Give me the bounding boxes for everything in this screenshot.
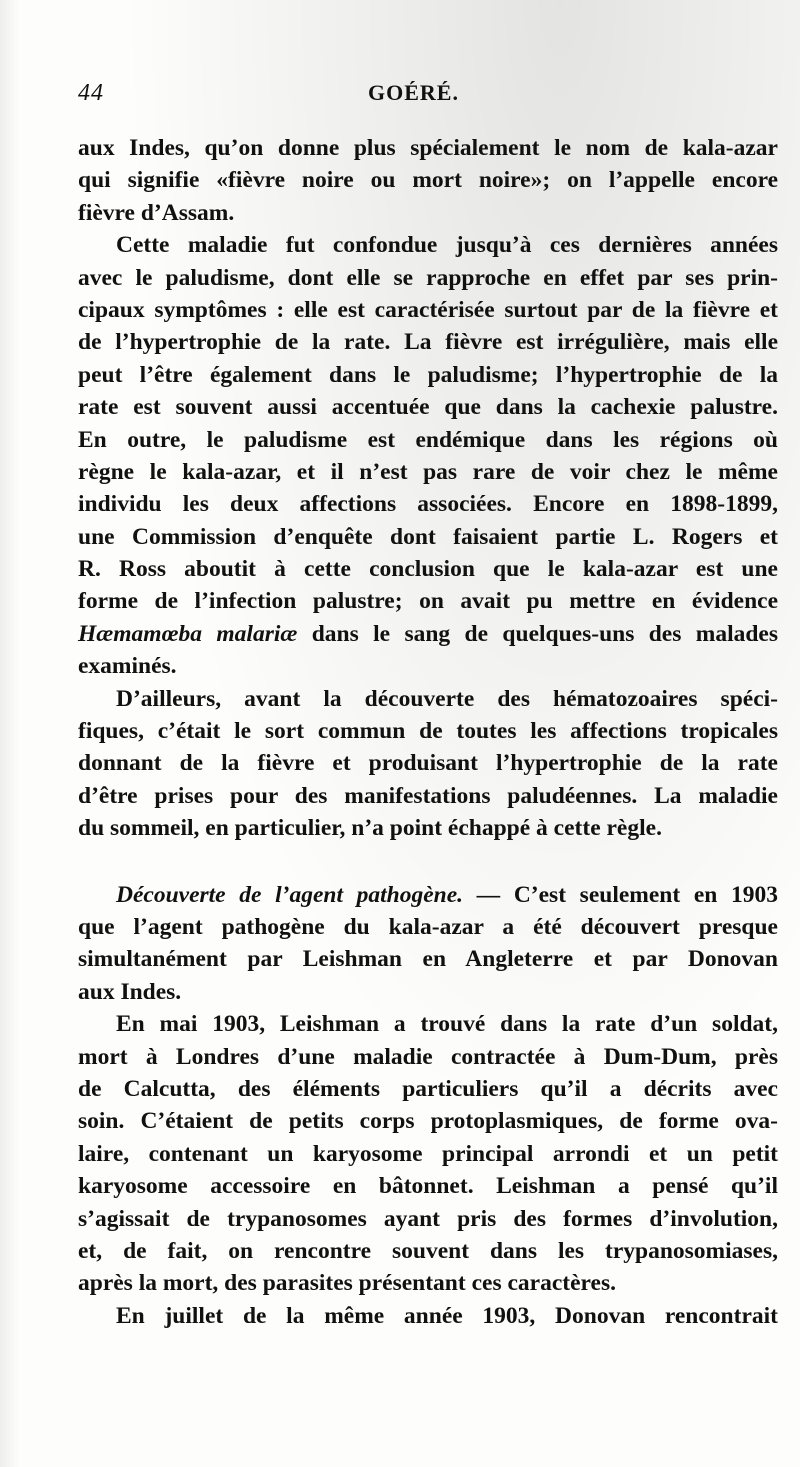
text-fragment: dans le sang de quelques-uns des malades xyxy=(297,620,778,647)
text-line: fièvre d’Assam. xyxy=(78,199,235,226)
text-line: donnant de la fièvre et produisant l’hypertrophie de la rate xyxy=(78,750,778,777)
text-line: et, de fait, on rencontre souvent dans les trypanosomiases, xyxy=(78,1237,778,1264)
page-header xyxy=(78,80,778,120)
text-fragment: — C’est seulement en 1903 xyxy=(463,881,778,908)
running-title: GOÉRÉ. xyxy=(368,80,459,105)
text-line: En juillet de la même année 1903, Donovan rencontrait xyxy=(116,1302,778,1329)
text-line: laire, contenant un karyosome principal arrondi et un petit xyxy=(78,1140,778,1167)
species-name: Hæmamœba malariæ xyxy=(78,620,298,647)
text-line: En mai 1903, Leishman a trouvé dans la rate d’un soldat, xyxy=(116,1011,778,1038)
section-heading-line xyxy=(78,879,778,911)
text-line: qui signifie «fièvre noire ou mort noire»; on l’appelle encore xyxy=(78,167,778,194)
text-line: simultanément par Leishman en Angleterre et par Donovan xyxy=(78,946,778,973)
text-line: individu les deux affections associées. Encore en 1898-1899, xyxy=(78,491,778,518)
text-line: du sommeil, en particulier, n’a point échappé à cette règle. xyxy=(78,815,662,842)
text-line: aux Indes. xyxy=(78,978,182,1005)
text-line: s’agissait de trypanosomes ayant pris des formes d’involution, xyxy=(78,1205,778,1232)
text-line: que l’agent pathogène du kala-azar a été découvert presque xyxy=(78,913,778,940)
body-text xyxy=(78,132,778,1332)
section-gap xyxy=(78,845,778,879)
text-line xyxy=(78,618,778,650)
page-number: 44 xyxy=(78,80,104,106)
section-heading: Découverte de l’agent pathogène. xyxy=(116,881,464,908)
text-line: En outre, le paludisme est endémique dans les régions où xyxy=(78,426,778,453)
text-line: fiques, c’était le sort commun de toutes les affections tropicales xyxy=(78,718,778,745)
text-line: d’être prises pour des manifestations paludéennes. La maladie xyxy=(78,782,778,809)
text-line: mort à Londres d’une maladie contractée à Dum-Dum, près xyxy=(78,1043,778,1070)
text-line: examinés. xyxy=(78,653,177,680)
text-line: peut l’être également dans le paludisme; l’hypertrophie de la xyxy=(78,361,778,388)
text-line: forme de l’infection palustre; on avait pu mettre en évidence xyxy=(78,588,778,615)
text-line: règne le kala-azar, et il n’est pas rare de voir chez le même xyxy=(78,458,778,485)
text-line: R. Ross aboutit à cette conclusion que le kala-azar est une xyxy=(78,556,778,583)
text-line: après la mort, des parasites présentant ces caractères. xyxy=(78,1270,616,1297)
text-line: avec le paludisme, dont elle se rapproche en effet par ses prin- xyxy=(78,264,778,291)
text-line: soin. C’étaient de petits corps protoplasmiques, de forme ova- xyxy=(78,1108,778,1135)
text-line: D’ailleurs, avant la découverte des hématozoaires spéci- xyxy=(116,685,778,712)
text-line: aux Indes, qu’on donne plus spécialement le nom de kala-azar xyxy=(78,135,778,161)
text-line: de l’hypertrophie de la rate. La fièvre est irrégulière, mais elle xyxy=(78,329,778,356)
text-line: une Commission d’enquête dont faisaient partie L. Rogers et xyxy=(78,523,778,550)
text-line: karyosome accessoire en bâtonnet. Leishman a pensé qu’il xyxy=(78,1173,778,1200)
text-line: Cette maladie fut confondue jusqu’à ces dernières années xyxy=(116,232,778,259)
text-line: cipaux symptômes : elle est caractérisée surtout par de la fièvre et xyxy=(78,296,778,323)
text-line: rate est souvent aussi accentuée que dans la cachexie palustre. xyxy=(78,394,778,421)
text-line: de Calcutta, des éléments particuliers qu’il a décrits avec xyxy=(78,1075,778,1102)
